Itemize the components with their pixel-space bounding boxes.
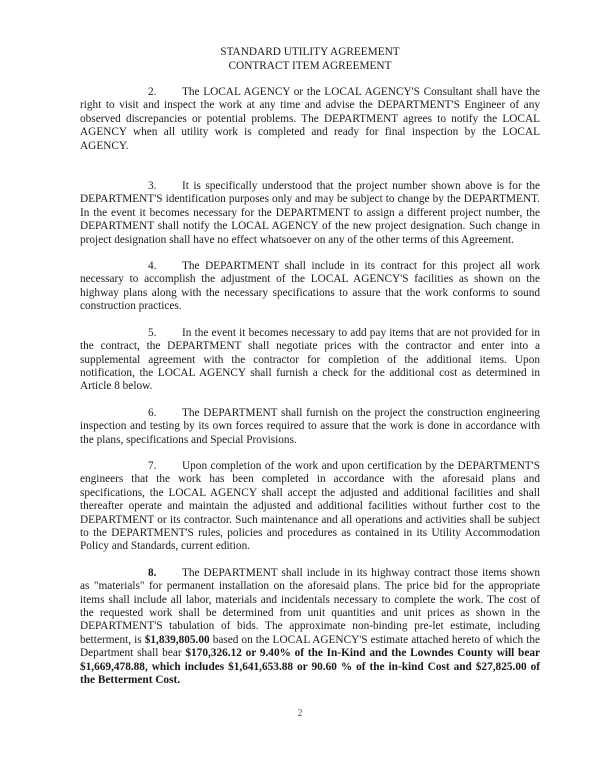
paragraph-number: 3. <box>148 180 157 193</box>
paragraph-2 <box>80 86 540 153</box>
paragraph-text: The DEPARTMENT shall include in its contract for this project all work necessary to accomplish the adjustment of the LOCAL AGENCY'S facilities as shown on the highway plans along with the necessary specifications to assure that the work conforms to sound construction practices. <box>80 260 540 313</box>
paragraph-text: The DEPARTMENT shall include in its highway contract those items shown as "materials" for permanent installation on the aforesaid plans. The price bid for the appropriate items shall include all labor, materials and incidentals necessary to complete the work. The cost of the requested work shall be determined from unit quantities and unit prices as shown in the DEPARTMENT'S tabulation of bids. The approximate non-binding pre-let estimate, including betterment, is <box>80 566 540 646</box>
paragraph-text: The LOCAL AGENCY or the LOCAL AGENCY'S Consultant shall have the right to visit and inspect the work at any time and advise the DEPARTMENT'S Engineer of any observed discrepancies or potential problems. The DEPARTMENT agrees to notify the LOCAL AGENCY when all utility work is completed and ready for final inspection by the LOCAL AGENCY. <box>80 86 540 152</box>
page-number: 2 <box>297 708 303 719</box>
estimate-total: $1,839,805.00 <box>144 633 210 646</box>
paragraph-text: Upon completion of the work and upon certification by the DEPARTMENT'S engineers that the work has been completed in accordance with the aforesaid plans and specifications, the LOCAL AGENCY shall accept the adjusted and additional facilities and shall thereafter operate and maintain the adjusted and additional facilities without further cost to the DEPARTMENT or its contractor. Such maintenance and all operations and activities shall be subject to the DEPARTMENT'S rules, policies and procedures as contained in its Utility Accommodation Policy and Standards, current edition. <box>80 459 540 553</box>
paragraph-number: 5. <box>148 326 157 339</box>
paragraph-text: In the event it becomes necessary to add pay items that are not provided for in the contract, the DEPARTMENT shall negotiate prices with the contractor and enter into a supplemental agreement with the contractor for completion of the additional items. Upon notification, the LOCAL AGENCY shall furnish a check for the additional cost as determined in Article 8 below. <box>80 326 540 393</box>
paragraph-7 <box>80 460 540 554</box>
document-title-line1: STANDARD UTILITY AGREEMENT <box>220 46 400 58</box>
cost-split-statement: $170,326.12 or 9.40% of the In-Kind and the Lowndes County will bear $1,669,478.88, which includes $1,641,653.88 or 90.60 % of the in-kind Cost and $27,825.00 of the Betterment Cost. <box>80 647 540 687</box>
document-page <box>80 46 540 687</box>
paragraph-text-continued: based on the LOCAL AGENCY'S estimate attached hereto of which the Department shall bear <box>80 633 541 660</box>
paragraph-number: 6. <box>148 406 157 419</box>
paragraph-number: 4. <box>148 260 157 273</box>
paragraph-number: 7. <box>148 459 157 472</box>
document-title-line2: CONTRACT ITEM AGREEMENT <box>228 59 392 72</box>
paragraph-8 <box>80 567 540 688</box>
paragraph-text: It is specifically understood that the project number shown above is for the DEPARTMENT'S identification purposes only and may be subject to change by the DEPARTMENT. In the event it becomes necessary for the DEPARTMENT to assign a different project number, the DEPARTMENT shall notify the LOCAL AGENCY of the new project designation. Such change in project designation shall have no effect whatsoever on any of the other terms of this Agreement. <box>80 180 540 246</box>
paragraph-number: 2. <box>148 86 157 98</box>
paragraph-4 <box>80 260 540 314</box>
paragraph-text: The DEPARTMENT shall furnish on the project the construction engineering inspection and testing by its own forces required to assure that the work is done in accordance with the plans, specifications and Special Provisions. <box>80 406 540 446</box>
paragraph-5 <box>80 327 540 394</box>
paragraph-number: 8. <box>148 566 157 579</box>
paragraph-3 <box>80 180 540 247</box>
paragraph-6 <box>80 407 540 447</box>
